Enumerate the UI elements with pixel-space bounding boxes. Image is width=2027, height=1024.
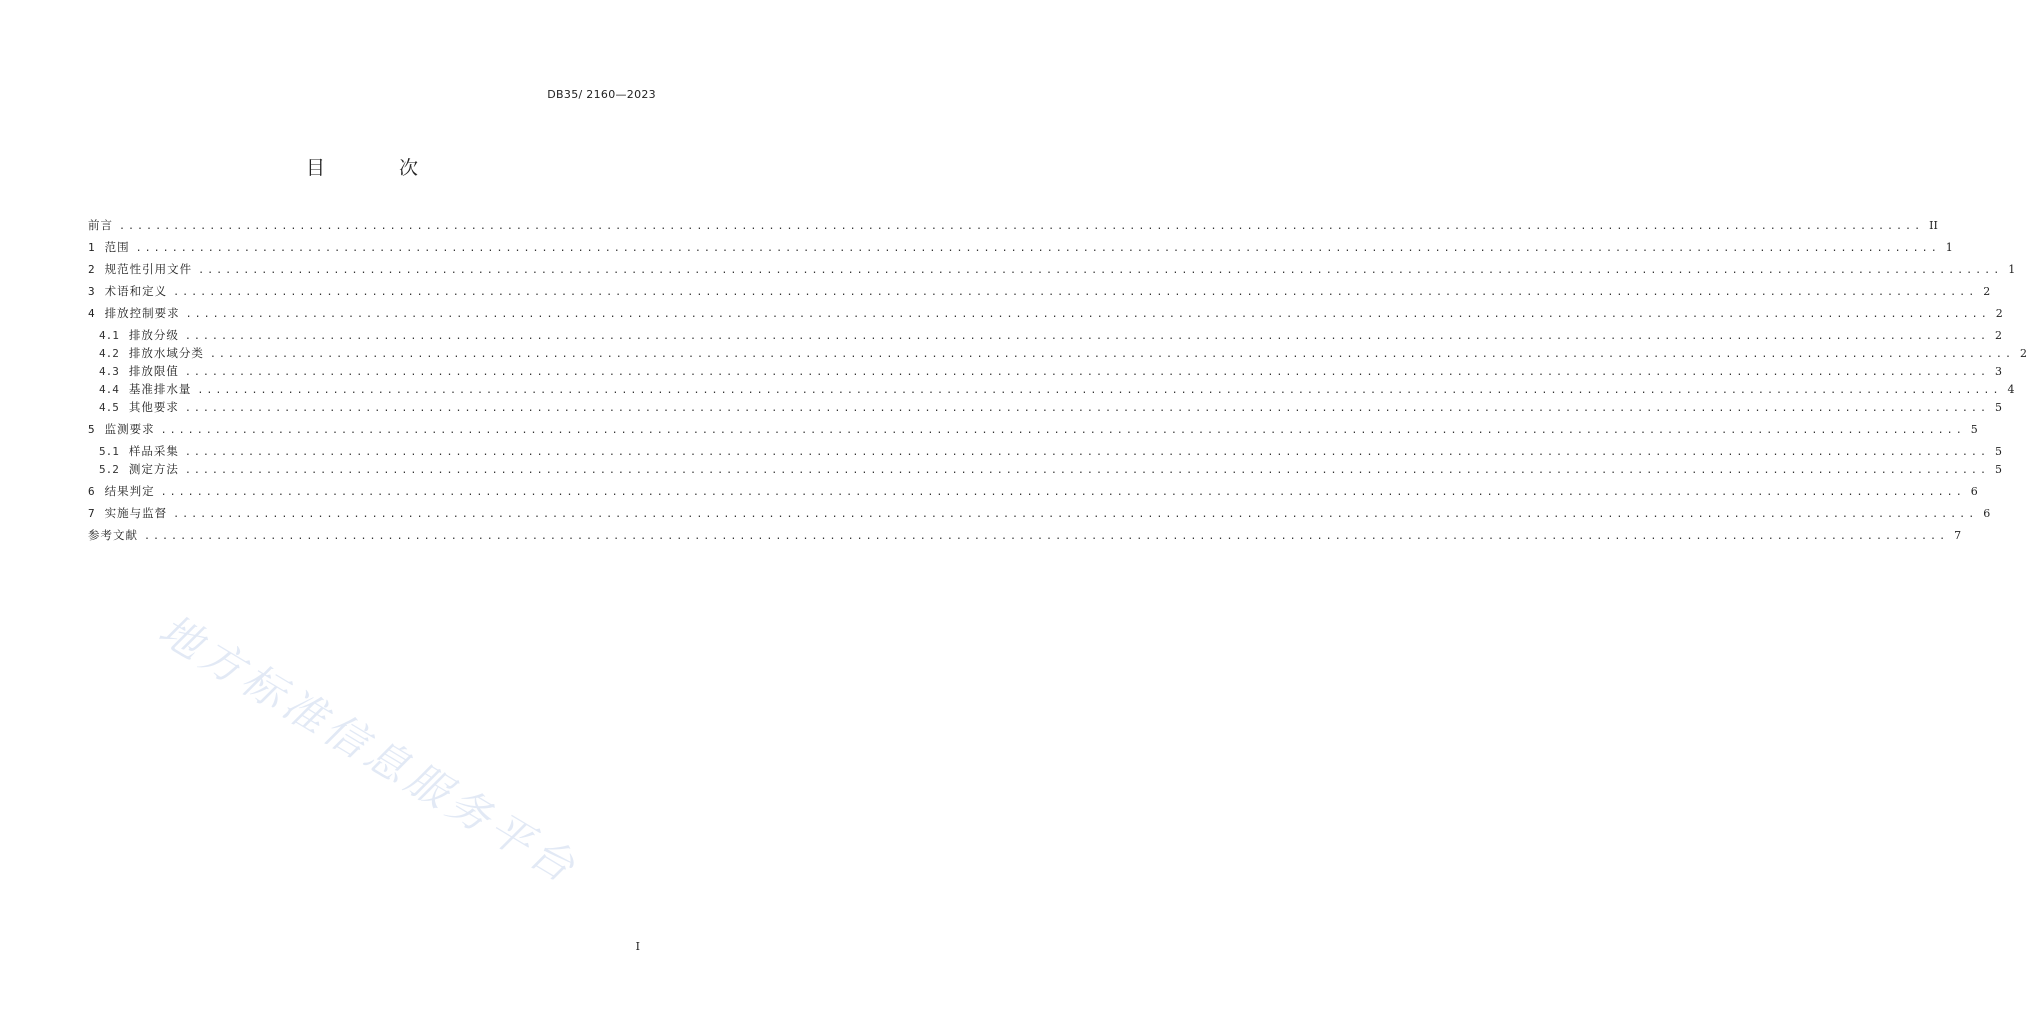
toc-dot-leader: ........................................................................................................................................................................................................ [184,403,1989,414]
toc-entry-number: 5.1 [99,445,119,458]
toc-entry-number: 2 [88,263,95,276]
toc-entry[interactable] [88,239,1953,261]
document-code: DB35/ 2160—2023 [547,88,656,101]
toc-entry-label: 术语和定义 [104,284,168,298]
toc-entry-label: 基准排水量 [128,382,192,396]
toc-dot-leader: ........................................................................................................................................................................................................ [160,425,1965,436]
toc-entry-label: 范围 [104,240,130,254]
toc-entry-number: 1 [88,241,95,254]
toc-entry-page: 5 [1970,423,1978,436]
toc-entry-label: 样品采集 [128,444,179,458]
toc-entry[interactable] [88,527,1962,549]
toc-entry-label: 排放限值 [128,364,179,378]
toc-entry-label: 排放水域分类 [128,346,204,360]
toc-entry-label: 参考文献 [88,528,138,542]
toc-dot-leader: ........................................................................................................................................................................................................ [209,349,2014,360]
toc-entry-page: 3 [1994,365,2002,378]
toc-entry-label: 其他要求 [128,400,179,414]
toc-entry[interactable] [88,381,2015,399]
toc-entry-page: 4 [2007,383,2015,396]
toc-entry-page: 1 [2008,263,2016,276]
toc-entry-page: 6 [1970,485,1978,498]
toc-dot-leader: ........................................................................................................................................................................................................ [144,531,1949,542]
toc-entry[interactable] [88,327,2002,345]
toc-entry-page: 5 [1994,401,2002,414]
toc-dot-leader: ........................................................................................................................................................................................................ [197,385,2002,396]
toc-entry[interactable] [88,363,2002,381]
toc-entry-number: 4 [88,307,95,320]
toc-dot-leader: ........................................................................................................................................................................................................ [184,331,1989,342]
toc-entry-number: 5 [88,423,95,436]
toc-entry[interactable] [88,505,1991,527]
toc-entry-page: 5 [1994,463,2002,476]
toc-entry[interactable] [88,443,2002,461]
toc-dot-leader: ........................................................................................................................................................................................................ [119,221,1924,232]
toc-entry-page: 5 [1994,445,2002,458]
toc-entry-page: 1 [1945,241,1953,254]
toc-entry-number: 4.4 [99,383,119,396]
toc-entry[interactable] [88,483,1978,505]
footer-page-number: I [635,940,640,953]
toc-entry[interactable] [88,261,2016,283]
toc-entry-label: 排放控制要求 [104,306,180,320]
toc-entry-number: 4.1 [99,329,119,342]
toc-entry-number: 6 [88,485,95,498]
toc-dot-leader: ........................................................................................................................................................................................................ [184,465,1989,476]
toc-entry-page: 2 [1983,285,1991,298]
toc-entry-page: 2 [1994,329,2002,342]
toc-dot-leader: ........................................................................................................................................................................................................ [173,509,1978,520]
toc-entry-number: 7 [88,507,95,520]
toc-dot-leader: ........................................................................................................................................................................................................ [184,447,1989,458]
toc-entry-label: 排放分级 [128,328,179,342]
toc-entry[interactable] [88,217,1938,239]
toc-dot-leader: ........................................................................................................................................................................................................ [173,287,1978,298]
toc-entry[interactable] [88,461,2002,479]
toc-dot-leader: ........................................................................................................................................................................................................ [160,487,1965,498]
toc-entry-number: 5.2 [99,463,119,476]
toc-entry-label: 规范性引用文件 [104,262,193,276]
toc-dot-leader: ........................................................................................................................................................................................................ [184,367,1989,378]
toc-entry-page: 2 [1995,307,2003,320]
toc-dot-leader: ........................................................................................................................................................................................................ [135,243,1940,254]
toc-entry-number: 4.3 [99,365,119,378]
toc-entry-label: 前言 [88,218,113,232]
toc-dot-leader: ........................................................................................................................................................................................................ [198,265,2003,276]
watermark-text: 地方标准信息服务平台 [150,604,588,895]
toc-entry-page: II [1929,219,1938,232]
toc-entry-number: 4.5 [99,401,119,414]
toc-entry[interactable] [88,399,2002,417]
toc-entry-page: 2 [2019,347,2027,360]
toc-entry[interactable] [88,421,1978,443]
toc-entry[interactable] [88,283,1991,305]
toc-entry-label: 测定方法 [128,462,179,476]
toc-entry-page: 7 [1954,529,1962,542]
toc-entry-page: 6 [1983,507,1991,520]
toc-entry-number: 4.2 [99,347,119,360]
toc-entry-label: 结果判定 [104,484,155,498]
toc-entry-number: 3 [88,285,95,298]
toc-entry-label: 监测要求 [104,422,155,436]
toc-dot-leader: ........................................................................................................................................................................................................ [185,309,1990,320]
toc-entry-label: 实施与监督 [104,506,168,520]
toc-title: 目 次 [305,157,453,179]
table-of-contents [88,217,2027,549]
toc-entry[interactable] [88,305,2003,327]
toc-entry[interactable] [88,345,2027,363]
